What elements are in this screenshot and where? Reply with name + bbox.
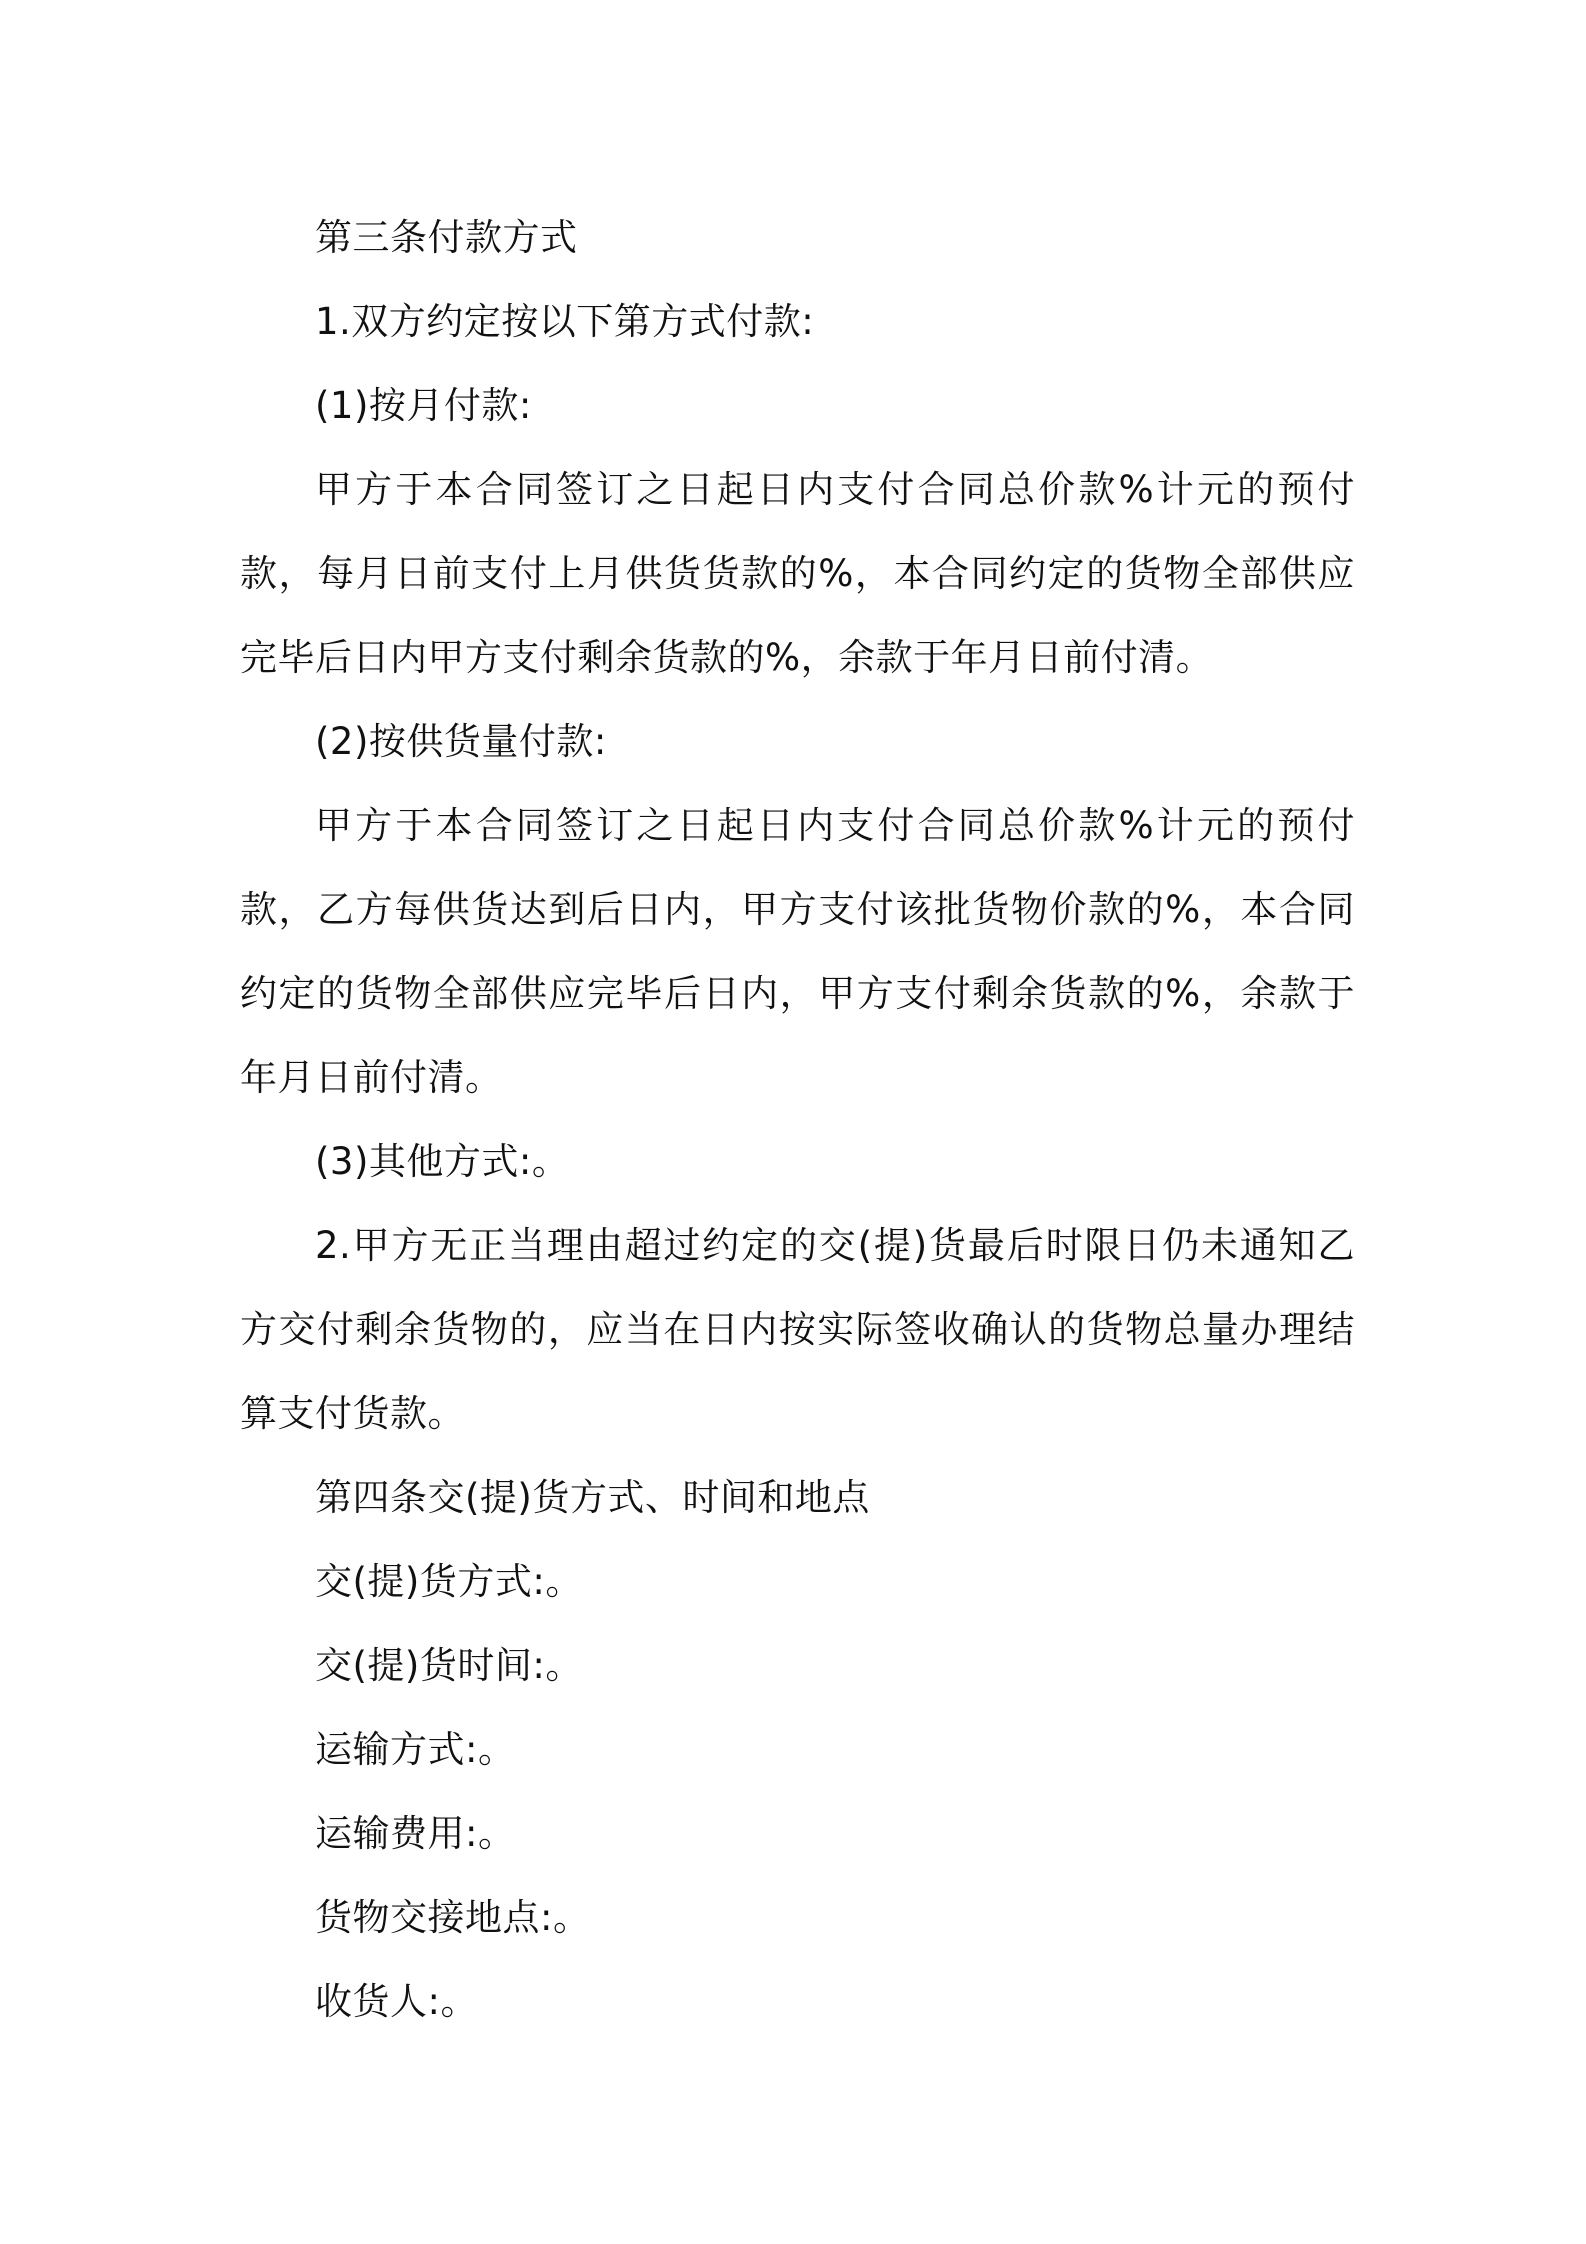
section-heading-delivery: 第四条交(提)货方式、时间和地点 (315, 1476, 870, 1519)
paragraph-monthly-payment-body: 甲方于本合同签订之日起日内支付合同总价款%计元的预付款，每月日前支付上月供货货款的%，本合同约定的货物全部供应完毕后日内甲方支付剩余货款的%，余款于年月日前付清。 (240, 468, 1355, 679)
field-consignee: 收货人:。 (315, 1980, 478, 2023)
field-transport-cost: 运输费用:。 (315, 1812, 516, 1855)
paragraph-other-method: (3)其他方式:。 (315, 1140, 570, 1183)
paragraph-monthly-payment-title: (1)按月付款: (315, 384, 532, 427)
paragraph-payment-agreement: 1.双方约定按以下第方式付款: (315, 300, 815, 343)
field-delivery-time: 交(提)货时间:。 (315, 1644, 583, 1687)
document-body (240, 196, 1355, 2044)
field-handover-location: 货物交接地点:。 (315, 1896, 591, 1939)
paragraph-settlement-clause: 2.甲方无正当理由超过约定的交(提)货最后时限日仍未通知乙方交付剩余货物的，应当在日内按实际签收确认的货物总量办理结算支付货款。 (240, 1224, 1355, 1435)
field-delivery-method: 交(提)货方式:。 (315, 1560, 583, 1603)
paragraph-volume-payment-body: 甲方于本合同签订之日起日内支付合同总价款%计元的预付款，乙方每供货达到后日内，甲方支付该批货物价款的%，本合同约定的货物全部供应完毕后日内，甲方支付剩余货款的%，余款于年月日前付清。 (240, 804, 1355, 1099)
section-heading-payment: 第三条付款方式 (315, 216, 578, 259)
field-transport-method: 运输方式:。 (315, 1728, 516, 1771)
paragraph-volume-payment-title: (2)按供货量付款: (315, 720, 607, 763)
